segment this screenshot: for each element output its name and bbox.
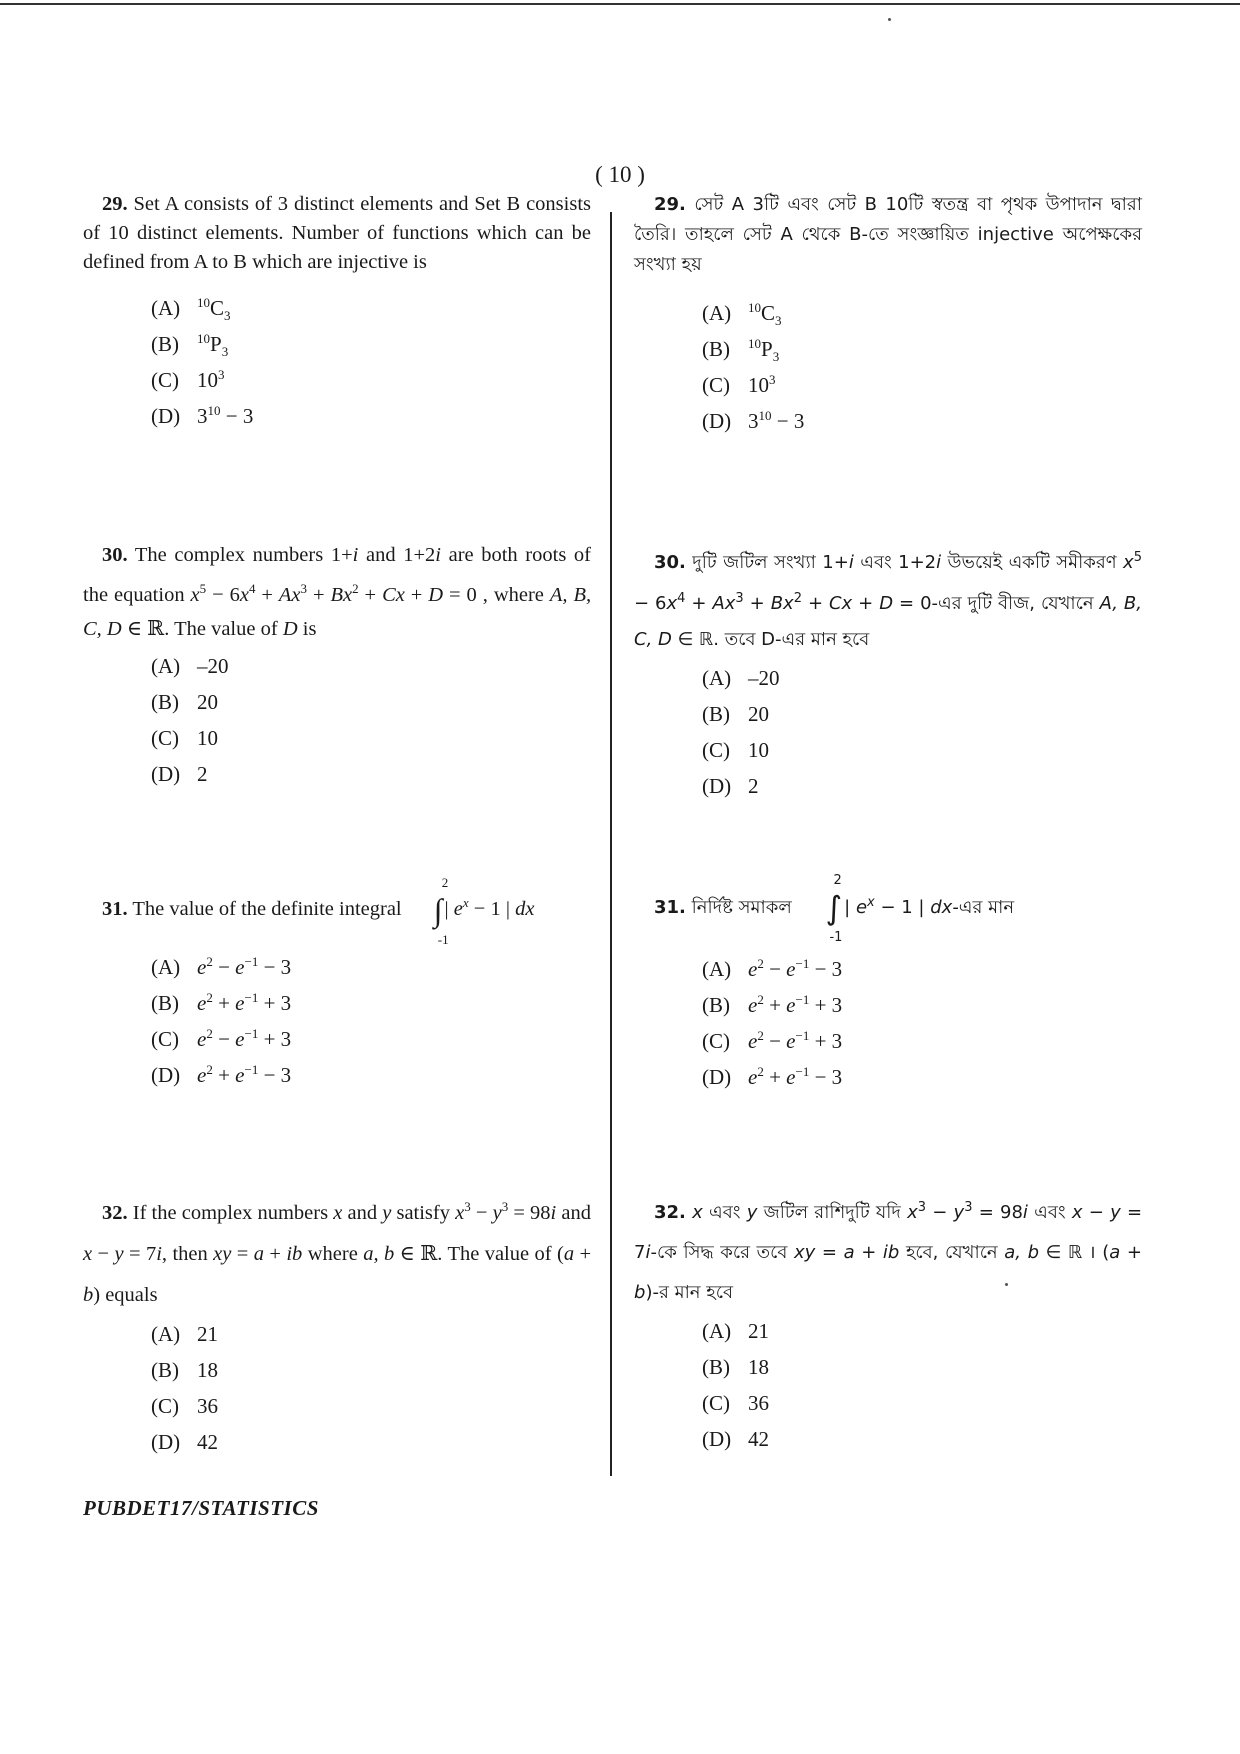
option-a: (A) $^{10}C_3$: [702, 300, 782, 329]
scan-speck: [888, 18, 891, 21]
integral-sign: ∫ 2 -1: [433, 875, 449, 948]
question-number: 31.: [102, 897, 128, 920]
option-d: (D) 2: [702, 774, 759, 798]
option-b: (B) 20: [151, 689, 218, 714]
page-number: ( 10 ): [595, 162, 645, 187]
option-d: (D) 2: [151, 761, 208, 786]
question-number: 30.: [654, 552, 686, 573]
column-divider: [610, 212, 612, 1476]
option-d: (D) $e^2 + e^{-1} - 3$: [702, 1064, 843, 1089]
option-d: (D) $e^2 + e^{-1} - 3$: [151, 1062, 292, 1088]
option-a: (A) $^{10}C_3$: [151, 295, 231, 324]
option-b: (B) $^{10}P_3$: [151, 331, 229, 360]
option-b: (B) 18: [151, 1357, 218, 1382]
question-text: Set A consists of 3 distinct elements and Set B consists of 10 distinct elements. Number of functions which can be defined from A to B which are injective is: [83, 193, 591, 273]
option-d: (D) 42: [151, 1429, 218, 1454]
option-b: (B) $^{10}P_3$: [702, 336, 780, 365]
option-c: (C) 36: [702, 1391, 769, 1415]
top-border-line: [0, 3, 1240, 5]
option-d: (D) 42: [702, 1427, 769, 1451]
option-a: (A) $e^2 - e^{-1} - 3$: [151, 954, 292, 980]
option-d: (D) $3^{10} - 3$: [702, 408, 805, 433]
option-b: (B) 20: [702, 702, 769, 726]
option-c: (C) $10^3$: [702, 372, 776, 397]
option-c: (C) 10: [702, 738, 769, 762]
option-b: (B) $e^2 + e^{-1} + 3$: [702, 992, 843, 1017]
option-a: (A) –20: [702, 666, 780, 690]
question-32-bn: 32. x এবং y জটিল রাশিদুটি যদি $x^3 - y^3 = 98i$ এবং x − y = 7i-কে সিদ্ধ করে তবে xy = a + ib হবে, যেখানে a, b ∈ ℝ । (a + b)-র মান হবে (A) 21 (B) 18 (C) 36 (D) 42: [634, 1188, 1142, 1457]
option-a: (A) 21: [151, 1321, 218, 1346]
question-32-en: 32. If the complex numbers x and y satisfy $x^3 - y^3 = 98i$ and x − y = 7i, then xy = a + ib where a, b ∈ ℝ. The value of (a + b) equals (A) 21 (B) 18 (C) 36 (D) 42: [83, 1186, 591, 1460]
question-30-bn: 30. দুটি জটিল সংখ্যা 1+i এবং 1+2i উভয়েই একটি সমীকরণ $x^5 - 6x^4 + Ax^3 + Bx^2 + Cx + D$ = 0-এর দুটি বীজ, যেখানে A, B, C, D ∈ ℝ. তবে D-এর মান হবে (A) –20 (B) 20 (C) 10 (D) 2: [634, 540, 1142, 804]
footer-code: PUBDET17/STATISTICS: [83, 1496, 319, 1520]
question-number: 32.: [102, 1201, 128, 1224]
option-c: (C) 10: [151, 725, 218, 750]
option-a: (A) 21: [702, 1319, 769, 1343]
option-c: (C) $e^2 - e^{-1} + 3$: [702, 1028, 843, 1053]
option-a: (A) –20: [151, 653, 229, 678]
question-31-bn: 31. নির্দিষ্ট সমাকল ∫ 2 -1 | $e^x - 1$ | dx-এর মান (A) $e^2 - e^{-1} - 3$ (B) $e^2 + e^{-1} + 3$ (C) $e^2 - e^{-1} + 3$ (D) $e^2 + e^{-1} - 3$: [634, 888, 1142, 1090]
question-number: 31.: [654, 897, 686, 918]
question-29-en: [83, 190, 591, 429]
question-30-en: 30. The complex numbers 1+i and 1+2i are both roots of the equation $x^5 - 6x^4 + Ax^3 + Bx^2 + Cx + D = 0$ , where A, B, C, D ∈ ℝ. The value of D is (A) –20 (B) 20 (C) 10 (D) 2: [83, 538, 591, 792]
option-c: (C) $10^3$: [151, 367, 225, 392]
option-c: (C) 36: [151, 1393, 218, 1418]
option-b: (B) $e^2 + e^{-1} + 3$: [151, 990, 292, 1016]
question-31-en: 31. The value of the definite integral ∫ 2 -1 | $e^x - 1$ | dx (A) $e^2 - e^{-1} - 3$ (B) $e^2 + e^{-1} + 3$ (C) $e^2 - e^{-1} + 3$ (D) $e^2 + e^{-1} - 3$: [83, 888, 591, 1088]
option-a: (A) $e^2 - e^{-1} - 3$: [702, 956, 843, 981]
option-c: (C) $e^2 - e^{-1} + 3$: [151, 1026, 292, 1052]
question-number: 29.: [102, 193, 128, 215]
question-number: 30.: [102, 544, 128, 566]
question-number: 29.: [654, 194, 686, 215]
question-29-bn: 29. সেট A 3টি এবং সেট B 10টি স্বতন্ত্র বা পৃথক উপাদান দ্বারা তৈরি। তাহলে সেট A থেকে B-তে সংজ্ঞায়িত injective অপেক্ষকের সংখ্যা হয় (A) $^{10}C_3$ (B) $^{10}P_3$ (C) $10^3$ (D) $3^{10} - 3$: [634, 194, 1142, 433]
question-number: 32.: [654, 1202, 686, 1223]
option-d: (D) $3^{10} - 3$: [151, 403, 254, 428]
option-b: (B) 18: [702, 1355, 769, 1379]
integral-sign: ∫ 2 -1: [825, 873, 843, 945]
